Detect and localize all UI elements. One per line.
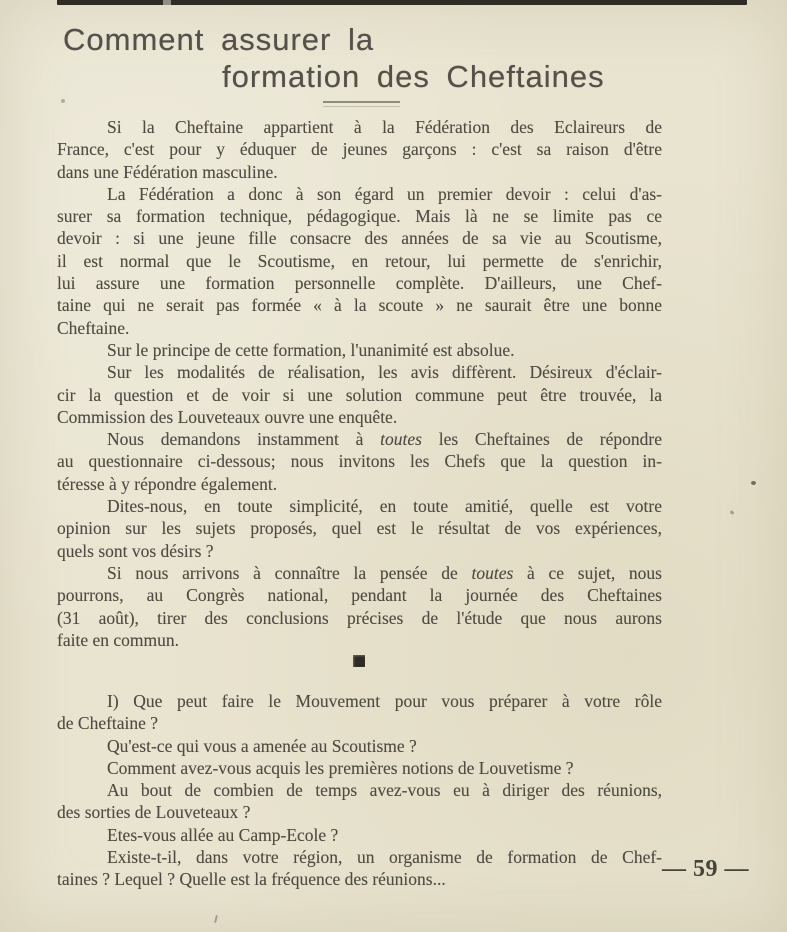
text-line: Etes-vous allée au Camp-Ecole ? xyxy=(107,824,339,845)
text-line: cir la question et de voir si une solution commune peut être trouvée, la xyxy=(57,384,662,405)
paragraph xyxy=(57,116,662,183)
section-divider-ornament xyxy=(353,655,365,667)
text-line: quels sont vos désirs ? xyxy=(57,540,214,561)
text-line: il est normal que le Scoutisme, en retour, lui permette de s'enrichir, xyxy=(57,250,662,271)
text-line: (31 août), tirer des conclusions précises de l'étude que nous aurons xyxy=(57,607,662,628)
text-line: au questionnaire ci-dessous; nous invitons les Chefs que la question in- xyxy=(57,451,662,472)
text-line: Sur le principe de cette formation, l'unanimité est absolue. xyxy=(107,339,515,360)
paragraph xyxy=(57,779,662,824)
text-line: Qu'est-ce qui vous a amenée au Scoutisme ? xyxy=(107,735,417,756)
italic-word: toutes xyxy=(471,562,514,583)
scan-speck xyxy=(730,510,735,515)
page-number: — 59 — xyxy=(662,856,749,882)
text-line: surer sa formation technique, pédagogique. Mais là ne se limite pas ce xyxy=(57,206,662,227)
paragraph xyxy=(57,824,662,846)
text-line: pourrons, au Congrès national, pendant la journée des Cheftaines xyxy=(57,585,662,606)
page-title xyxy=(63,21,605,95)
paragraph xyxy=(57,562,662,651)
intro-paragraphs xyxy=(57,116,662,651)
text-line: devoir : si une jeune fille consacre des années de sa vie au Scoutisme, xyxy=(57,228,662,249)
text-line: Si la Cheftaine appartient à la Fédération des Eclaireurs de xyxy=(107,117,662,137)
paragraph xyxy=(57,339,662,361)
paragraph xyxy=(57,495,662,562)
scan-speck xyxy=(61,99,65,103)
text-line: opinion sur les sujets proposés, quel est le résultat de vos expériences, xyxy=(57,518,662,539)
paragraph xyxy=(57,690,662,735)
paragraph xyxy=(57,757,662,779)
text-line: dans une Fédération masculine. xyxy=(57,161,278,182)
text-line: Sur les modalités de réalisation, les avis diffèrent. Désireux d'éclair- xyxy=(107,362,662,383)
text-line: I) Que peut faire le Mouvement pour vous préparer à votre rôle xyxy=(107,691,662,711)
paragraph xyxy=(57,183,662,339)
text-line: La Fédération a donc à son égard un premier devoir : celui d'as- xyxy=(107,183,662,204)
page-title-line-2: formation des Cheftaines xyxy=(222,59,605,94)
text-line: Dites-nous, en toute simplicité, en toute amitié, quelle est votre xyxy=(107,496,662,517)
question-paragraphs xyxy=(57,690,662,891)
text-line: lui assure une formation personnelle complète. D'ailleurs, une Chef- xyxy=(57,273,662,294)
paragraph xyxy=(57,361,662,428)
page-title-line-1: Comment assurer la xyxy=(63,22,375,57)
text-line: Existe-t-il, dans votre région, un organisme de formation de Chef- xyxy=(107,847,662,868)
paragraph xyxy=(57,735,662,757)
text-line: de Cheftaine ? xyxy=(57,713,159,734)
scan-speck xyxy=(214,915,218,923)
italic-word: toutes xyxy=(380,429,422,450)
text-line: taines ? Lequel ? Quelle est la fréquence des réunions... xyxy=(57,869,446,890)
text-line: Si nous arrivons à connaître la pensée de toutes à ce sujet, nous xyxy=(107,562,662,583)
text-line: Comment avez-vous acquis les premières notions de Louvetisme ? xyxy=(107,757,574,778)
text-line: téresse à y répondre également. xyxy=(57,473,278,494)
scan-speck xyxy=(751,481,756,485)
page-top-rule xyxy=(57,0,747,5)
title-divider xyxy=(323,101,400,107)
text-line: France, c'est pour y éduquer de jeunes garçons : c'est sa raison d'être xyxy=(57,139,662,160)
text-line: des sorties de Louveteaux ? xyxy=(57,802,251,823)
text-line: faite en commun. xyxy=(57,629,179,650)
paragraph xyxy=(57,846,662,891)
text-line: Commission des Louveteaux ouvre une enquête. xyxy=(57,406,398,427)
text-line: taine qui ne serait pas formée « à la scoute » ne saurait être une bonne xyxy=(57,295,662,316)
text-line: Nous demandons instamment à toutes les Cheftaines de répondre xyxy=(107,429,662,450)
text-line: Cheftaine. xyxy=(57,317,130,338)
paragraph xyxy=(57,428,662,495)
text-line: Au bout de combien de temps avez-vous eu à diriger des réunions, xyxy=(107,780,662,801)
